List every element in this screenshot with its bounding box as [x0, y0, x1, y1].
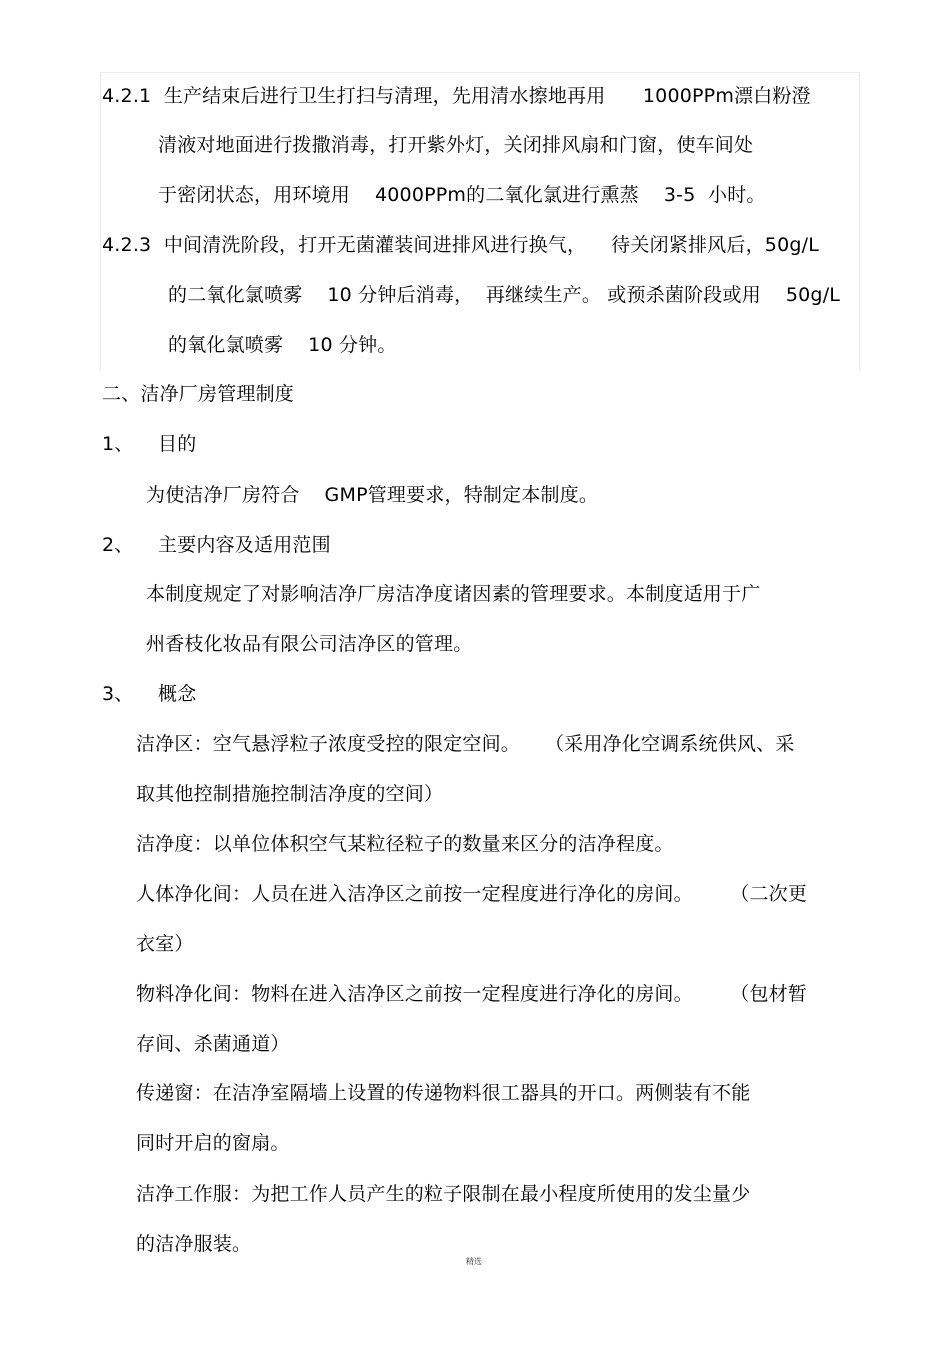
- definition-line: 取其他控制措施控制洁净度的空间）: [136, 783, 444, 805]
- definition-line: 传递窗：在洁净室隔墙上设置的传递物料很工器具的开口。两侧装有不能: [136, 1082, 751, 1104]
- procedure-box: [100, 72, 860, 371]
- definition-line: 的洁净服装。: [136, 1233, 252, 1255]
- item-1-body: 为使洁净厂房符合 GMP管理要求，特制定本制度。: [146, 484, 599, 506]
- item-2-body-line-2: 州香枝化妆品有限公司洁净区的管理。: [146, 633, 473, 655]
- section-4-2-3-line-1: 4.2.3 中间清洗阶段，打开无菌灌装间进排风进行换气， 待关闭紧排风后，50g/L: [102, 234, 820, 256]
- item-2-body-line-1: 本制度规定了对影响洁净厂房洁净度诸因素的管理要求。本制度适用于广: [146, 583, 761, 605]
- section-4-2-3-line-2: 的二氧化氯喷雾 10 分钟后消毒， 再继续生产。 或预杀菌阶段或用 50g/L: [168, 284, 841, 306]
- chapter-title: 二、洁净厂房管理制度: [102, 383, 295, 405]
- definition-line: 衣室）: [136, 933, 194, 955]
- section-4-2-1-line-2: 清液对地面进行拨撒消毒，打开紫外灯，关闭排风扇和门窗，使车间处: [158, 134, 754, 156]
- section-4-2-1-line-3: 于密闭状态，用环境用 4000PPm的二氧化氯进行熏蒸 3-5 小时。: [158, 184, 766, 206]
- page-footer-label: 精选: [466, 1257, 482, 1266]
- definition-line: 洁净工作服：为把工作人员产生的粒子限制在最小程度所使用的发尘量少: [136, 1183, 751, 1205]
- item-1-number: 1、: [102, 433, 134, 455]
- definition-line: 洁净区：空气悬浮粒子浓度受控的限定空间。 （采用净化空调系统供风、采: [136, 733, 795, 755]
- item-3-heading: 概念: [158, 683, 197, 705]
- section-4-2-1-line-1: 4.2.1 生产结束后进行卫生打扫与清理，先用清水擦地再用 1000PPm漂白粉澄: [102, 85, 811, 107]
- item-2-number: 2、: [102, 534, 134, 556]
- item-3-number: 3、: [102, 683, 134, 705]
- item-1-heading: 目的: [158, 433, 197, 455]
- definition-line: 同时开启的窗扇。: [136, 1132, 290, 1154]
- section-4-2-3-line-3: 的氧化氯喷雾 10 分钟。: [168, 334, 397, 356]
- definition-line: 物料净化间：物料在进入洁净区之前按一定程度进行净化的房间。 （包材暂: [136, 983, 808, 1005]
- definition-line: 洁净度：以单位体积空气某粒径粒子的数量来区分的洁净程度。: [136, 833, 674, 855]
- definition-line: 存间、杀菌通道）: [136, 1033, 290, 1055]
- item-2-heading: 主要内容及适用范围: [158, 534, 331, 556]
- definition-line: 人体净化间：人员在进入洁净区之前按一定程度进行净化的房间。 （二次更: [136, 883, 808, 905]
